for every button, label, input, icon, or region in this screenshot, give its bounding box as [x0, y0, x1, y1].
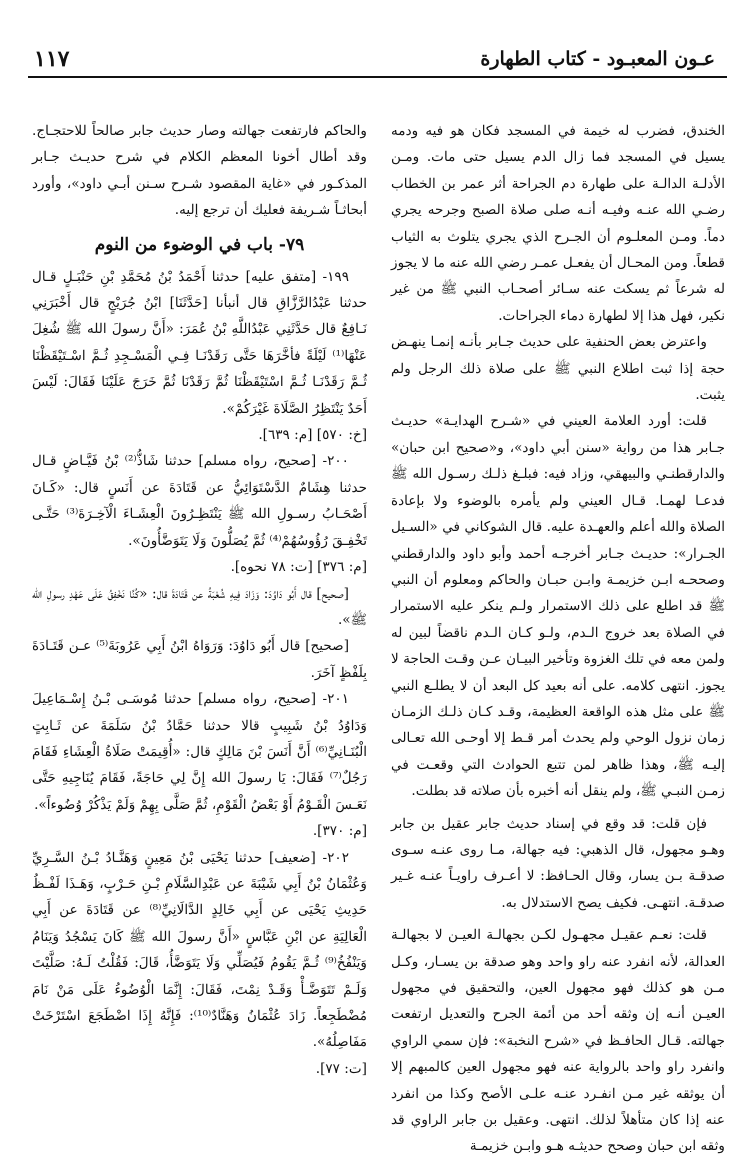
hadith-201: ٢٠١- [صحيح، رواه مسلم] حدثنا مُوسَـى بْـنُ إِسْـمَاعِيلَ وَدَاوُدُ بْنُ شَبِيبٍ قالا حدثنا حَمَّادُ بْنُ سَلَمَةَ عن ثَـابِتٍ الْبُنَـانِيِّ⁽⁶⁾ أَنَّ أَنَسَ بْنَ مَالِكٍ قال: «أُقِيمَتْ صَلَاةُ الْعِشَاءِ فَقَامَ رَجُلٌ⁽⁷⁾ فَقَالَ: يَا رسولَ الله إِنَّ لِي حَاجَةً، فَقَامَ يُنَاجِيهِ حَتَّى نَعَـسَ الْقَـوْمُ أَوْ بَعْضُ الْقَوْمِ، ثُمَّ صَلَّى بِهِمْ وَلَمْ يَذْكُرْ وُضُوءاً».: [32, 691, 367, 813]
left-column: [32, 118, 367, 1082]
paragraph: الخندق، فضرب له خيمة في المسجد فكان هو فيه ودمه يسيل في المسجد فما زال الدم يسيل حتى مات. ومـن الأدلـة الدالـة على طهارة دم الجراحة أثر عمر بن الخطاب رضـي الله عنـه وفيـه أنـه صلى صلاة الصبح وجرحه يجري دماً. ومـن المعلـوم أن الجـرح الذي يجري يتلوث به الثياب قطعاً. ومن المحـال أن يفعـل عمـر رضي الله عنه ما لا يجوز له شرعاً ثم يسكت عنه سـائر أصحـاب النبي ﷺ من غير نكير، فهل هذا إلا لطهارة دماء الجراحات.: [391, 123, 725, 324]
hadith-reference: [م: ٣٧٠].: [312, 823, 367, 840]
right-column: [391, 118, 725, 1160]
hadith-reference: [ت: ٧٧].: [315, 1060, 367, 1077]
chapter-title: ٧٩- باب في الوضوء من النوم: [94, 234, 305, 255]
page-number: ١١٧: [34, 46, 70, 72]
paragraph: فإن قلت: قد وقع في إسناد حديث جابر عقيل بن جابر وهـو مجهول، قال الذهبي: فيه جهالة، مـا روى عنـه سـوى صدقـة بـن يسار، وقال الحـافظ: لا أعـرف راويـاً عنـه غـير صدقـة. انتهـى. فكيف يصح الاستدلال به.: [391, 815, 725, 911]
paragraph: قلت: نعـم عقيـل مجهـول لكـن بجهالـة العيـن لا بجهالـة العدالة، لأنه انفرد عنه راو واحد وهو صدقة بن يسـار، وكـل مـن هو كذلك فهو مجهول العين، والتحقيق في مجهول العيـن أنـه إن وثقه أحد من أئمة الجرح والتعديل ارتفعت جهالته. قـال الحافـظ في «شرح النخبة»: فإن سمي الراوي وانفرد راو واحد بالرواية عنه فهو مجهول العين كالمبهم إلا أن يوثقه غير مـن انفـرد عنـه علـى الأصح وكذا من انفرد عنه إذا كان متأهلاً لذلك. انتهى. وعقيل بن جابر الراوي قد وثقه ابن حبان وصحح حديثـه هـو وابـن خزيمـة: [391, 927, 725, 1155]
hadith-199: ١٩٩- [متفق عليه] حدثنا أَحْمَدُ بْنُ مُحَمَّدِ بْنِ حَنْبَـلٍ قـال حدثنا عَبْدُالرَّزَّاقِ قال أنبأنا [حَدَّثَنَا] ابْنُ جُرَيْجٍ قال أَخْبَرَنِي نَـافِعٌ قال حَدَّثَنِي عَبْدُاللَّهِ بْنُ عُمَرَ: «أَنَّ رسولَ الله ﷺ شُغِلَ عَنْهَا⁽¹⁾ لَيْلَةً فأخَّرَهَا حَتَّى رَقَدْنَـا فِـي الْمَسْـجِدِ ثُـمَّ اسْـتَيْقَظْنَا ثُـمَّ رَقَدْنَـا ثُـمَّ اسْتَيْقَظْنَا ثُمَّ رَقَدْنَا ثُمَّ خَرَجَ عَلَيْنَا فَقَالَ: لَيْسَ أَحَدٌ يَنْتَظِرُ الصَّلَاةَ غَيْرَكُمْ».: [32, 268, 367, 417]
paragraph: قلت: أورد العلامة العيني في «شـرح الهدايـة» حديـث جـابر هذا من رواية «سنن أبي داود»، و«صحيح ابن حبان» والدارقطنـي والبيهقي، وزاد فيه: فبلـغ ذلـك رسـول الله ﷺ فدعـا لهمـا. قـال العيني ولم يأمره بالوضوء ولا بإعادة الصلاة والله أعلم والعهـدة عليه. قال الشوكاني في «السـيل الجـرار»: حديـث جـابر أخرجـه أحمد وأبو داود والدارقطني وصححـه ابـن خزيمـة وابـن حبـان والحاكم ومعلوم أن النبي ﷺ قد اطلع على ذلك الاستمرار ولـم ينكر عليه الاستمرار في الصلاة بعد خروج الـدم، ولـو كـان الـدم ناقضاً لبين له ولمن معه في تلك الغزوة وتأخير البيـان عـن وقـت الحاجة لا يجوز. انتهى كلامه. على أنه بعيد كل البعد أن لا يطلـع النبي ﷺ على مثل هذه الواقعة العظيمة، وقـد كـان ذلـك الزمـان زمان نزول الوحي ولم يحدث أمر قـط إلا أوحـى الله تعـالى إليـه ﷺ، وهذا ظاهر لمن تتبع الحوادث التي وقعـت في زمـن النبـي ﷺ، ولم ينقل أنه أخبره بأن صلاته قد بطلت.: [391, 413, 725, 800]
hadith-200-note: [صحيح] قال أَبُو دَاوُدَ: وَرَوَاهُ ابْنُ أَبِي عَرُوبَةَ⁽⁵⁾ عـن قَتَـادَةَ بِلَفْظٍ آخَرَ.: [32, 638, 367, 681]
hadith-200-addition: [صحيح] قال أَبُو دَاوُدَ: وَزَادَ فِيهِ شُعْبَةُ عن قَتَادَةَ قال: «كُنَّا نَخْفِقُ عَلَى عَهْدِ رسولِ الله ﷺ».: [32, 585, 367, 628]
hadith-reference: [خ: ٥٧٠] [م: ٦٣٩].: [258, 427, 367, 444]
running-title: عـون المعبـود - كتاب الطهارة: [480, 48, 715, 70]
hadith-202: ٢٠٢- [ضعيف] حدثنا يَحْيَى بْنُ مَعِينٍ وَهَنَّـادُ بْـنُ السَّـرِيِّ وَعُثْمَانُ بْنُ أَبِي شَيْبَةَ عن عَبْدِالسَّلَامِ بْـنِ حَـرْبٍ، وَهَـذَا لَفْـظُ حَدِيثِ يَحْيَى عن أَبِي خَالِدٍ الدَّالَانِيِّ⁽⁸⁾ عن قَتَادَةَ عن أَبِي الْعَالِيَةِ عن ابْنِ عَبَّاسٍ «أَنَّ رسولَ الله ﷺ كَانَ يَسْجُدُ وَيَنَامُ وَيَنْفُخُ⁽⁹⁾ ثُـمَّ يَقُومُ فَيُصَلِّي وَلَا يَتَوَضَّأُ، قَالَ: فَقُلْتُ لَـهُ: صَلَّيْتَ وَلَـمْ تَتَوَضَّـأْ وَقَـدْ نِمْتَ، فَقَالَ: إِنَّمَا الْوُضُوءُ عَلَى مَنْ نَامَ مُضْطَجِعاً. زَادَ عُثْمَانُ وَهَنَّادٌ⁽¹⁰⁾: فَإِنَّهُ إِذَا اضْطَجَعَ اسْتَرْخَتْ مَفَاصِلُهُ».: [32, 849, 367, 1051]
page-header: [20, 44, 735, 80]
header-rule: [28, 76, 727, 78]
paragraph: واعترض بعض الحنفية على حديث جـابر بأنـه إنمـا ينهـض حجة إذا ثبت اطلاع النبي ﷺ على صلاة ذلك الرجل ولم يثبت.: [391, 334, 725, 404]
hadith-200: ٢٠٠- [صحيح، رواه مسلم] حدثنا شَاذُّ⁽²⁾ بْنُ فَيَّـاضٍ قـال حدثنا هِشَامٌ الدَّسْتَوَائِيُّ عن قَتَادَةَ عن أَنَسٍ قال: «كَـانَ أَصْحَـابُ رسـولِ الله ﷺ يَنْتَظِـرُونَ الْعِشَـاءَ الْآخِـرَةَ⁽³⁾ حَتَّـى تَخْفِـقَ رُؤُوسُهُمْ⁽⁴⁾ ثُمَّ يُصَلُّونَ وَلَا يَتَوَضَّأُونَ».: [32, 453, 367, 549]
hadith-reference: [م: ٣٧٦] [ت: ٧٨ نحوه].: [230, 559, 367, 576]
paragraph: والحاكم فارتفعت جهالته وصار حديث جابر صالحاً للاحتجـاج. وقد أطال أخونا المعظم الكلام في شرح حديـث جـابر المذكـور في «غاية المقصود شـرح سـنن أبـي داود»، وأورد أبحاثـاً شـريفة فعليك أن ترجع إليه.: [32, 123, 367, 219]
